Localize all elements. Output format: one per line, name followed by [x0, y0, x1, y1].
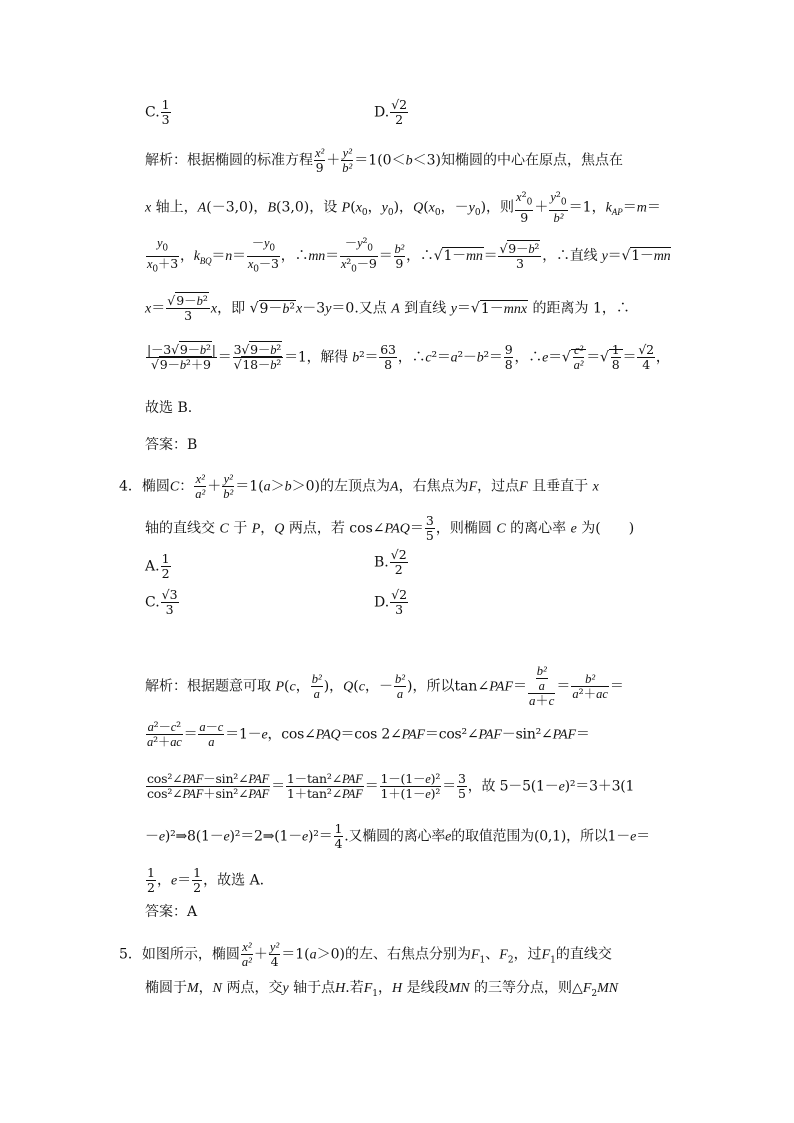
q3-option-d: D. $\frac{√2}{2}$: [374, 97, 408, 127]
q3-analysis-line-2: x 轴上，A(－3,0)，B(3,0)，设 $P(x_0$，$y_0$)，$Q(x_0$，$-y_0$)，则 $\frac{x^2_0}{9}$ ＋ $\frac{y^2_0}{\text{b²}}$ ＝1，$k_{AP}=m=$: [145, 189, 661, 225]
q3-analysis-line-6: 故选 B.: [145, 400, 193, 416]
q4-stem-line-2: 轴的直线交 C 于 P，Q 两点，若 cos∠PAQ＝ $\frac{3}{5}$ ，则椭圆 C 的离心率 e 为( ): [145, 513, 635, 543]
q4-option-b: B. $\frac{√2}{2}$: [374, 547, 407, 577]
q4-analysis-line-5: $\frac{1}{2}$ ，e＝ $\frac{1}{2}$ ，故选 A.: [147, 865, 265, 895]
q4-analysis-line-3: $\frac{\text{cos²∠PAF－sin²∠PAF}}{\text{cos²∠PAF＋sin²∠PAF}}$ ＝ $\frac{\text{1－tan²∠PAF}}{\text{1＋tan²∠PAF}}$ ＝ $\frac{\text{1－(1－e)²}}{\text{1＋(1－e)²}}$ ＝ $\frac{3}{5}$ ，故 5－5(1－e)²＝3＋3(1: [147, 771, 635, 801]
q4-stem-line-1: 4．椭圆C： $\frac{\text{x²}}{\text{a²}}$ ＋ $\frac{\text{y²}}{\text{b²}}$ ＝1(a＞b＞0)的左顶点为A，右焦点为F，过点F 且垂直于 x: [119, 472, 599, 501]
q3-analysis-line-3: $\frac{y_0}{x_0+3}$ ，$k_{BQ}=n=$ $\frac{-y_0}{x_0-3}$ ，∴mn＝ $\frac{-y^2_0}{x^2_0-9}$ ＝ $\frac{\text{b²}}{9}$ ，∴√1－mn＝ $\frac{\text{√9－b²}}{3}$ ，∴直线 y＝√1－mn: [147, 235, 671, 274]
q4-analysis-line-4: －e)²⇒8(1－e)²＝2⇒(1－e)²＝ $\frac{1}{4}$ .又椭圆的离心率e的取值范围为(0,1)，所以1－e＝: [145, 821, 650, 851]
q3-analysis-line-4: x＝ $\frac{\text{√9－b²}}{3}$ x，即 √9－b²x－3y＝0.又点 A 到直线 y＝√1－mnx 的距离为 1，∴: [145, 293, 630, 323]
q3-analysis-line-1: 解析：根据椭圆的标准方程 $\frac{\text{x²}}{9}$ ＋ $\frac{\text{y²}}{\text{b²}}$ ＝1(0＜b＜3)知椭圆的中心在原点，焦点在: [145, 146, 623, 175]
q4-option-d: D. $\frac{√2}{3}$: [374, 587, 408, 617]
q4-answer: 答案：A: [145, 904, 198, 920]
q5-stem-line-2: 椭圆于M，N 两点，交y 轴于点H.若$F_1$，H 是线段MN 的三等分点，则$\triangle F_2MN$: [145, 980, 619, 999]
q4-option-a: A. $\frac{1}{2}$: [145, 551, 170, 581]
q4-option-c: C. $\frac{√3}{3}$: [145, 587, 178, 617]
q4-analysis-line-1: 解析：根据题意可取 P(c， $\frac{\text{b²}}{a}$ )，Q(c，－ $\frac{\text{b²}}{a}$ )，所以tan∠PAF＝ $\frac{\frac{\text{b²}}{a}}{a+c}$ ＝ $\frac{\text{b²}}{\text{a²＋ac}}$ ＝: [145, 664, 624, 709]
q5-stem-line-1: 5．如图所示，椭圆 $\frac{\text{x²}}{\text{a²}}$ ＋ $\frac{\text{y²}}{4}$ ＝1(a＞0)的左、右焦点分别为$F_1$、$F_2$，过$F_1$的直线交: [119, 940, 612, 969]
q3-option-c: C. $\frac{1}{3}$: [145, 97, 170, 127]
q4-analysis-line-2: $\frac{\text{a²－c²}}{\text{a²＋ac}}$ ＝ $\frac{a-c}{a}$ ＝1－e，cos∠PAQ＝cos 2∠PAF＝cos²∠PAF－sin²∠PAF＝: [147, 719, 590, 749]
q3-answer: 答案：B: [145, 437, 198, 453]
q3-analysis-line-5: $\frac{\text{|－3√9－b²|}}{\text{√9－b²＋9}}$ ＝ $\frac{\text{3√9－b²}}{\text{√18－b²}}$ ＝1，解得 b²＝ $\frac{63}{8}$ ，∴c²＝a²－b²＝ $\frac{9}{8}$ ，∴e＝√ $\frac{\text{c²}}{\text{a²}}$ ＝√ $\frac{1}{8}$ ＝ $\frac{√2}{4}$ ，: [147, 342, 670, 372]
